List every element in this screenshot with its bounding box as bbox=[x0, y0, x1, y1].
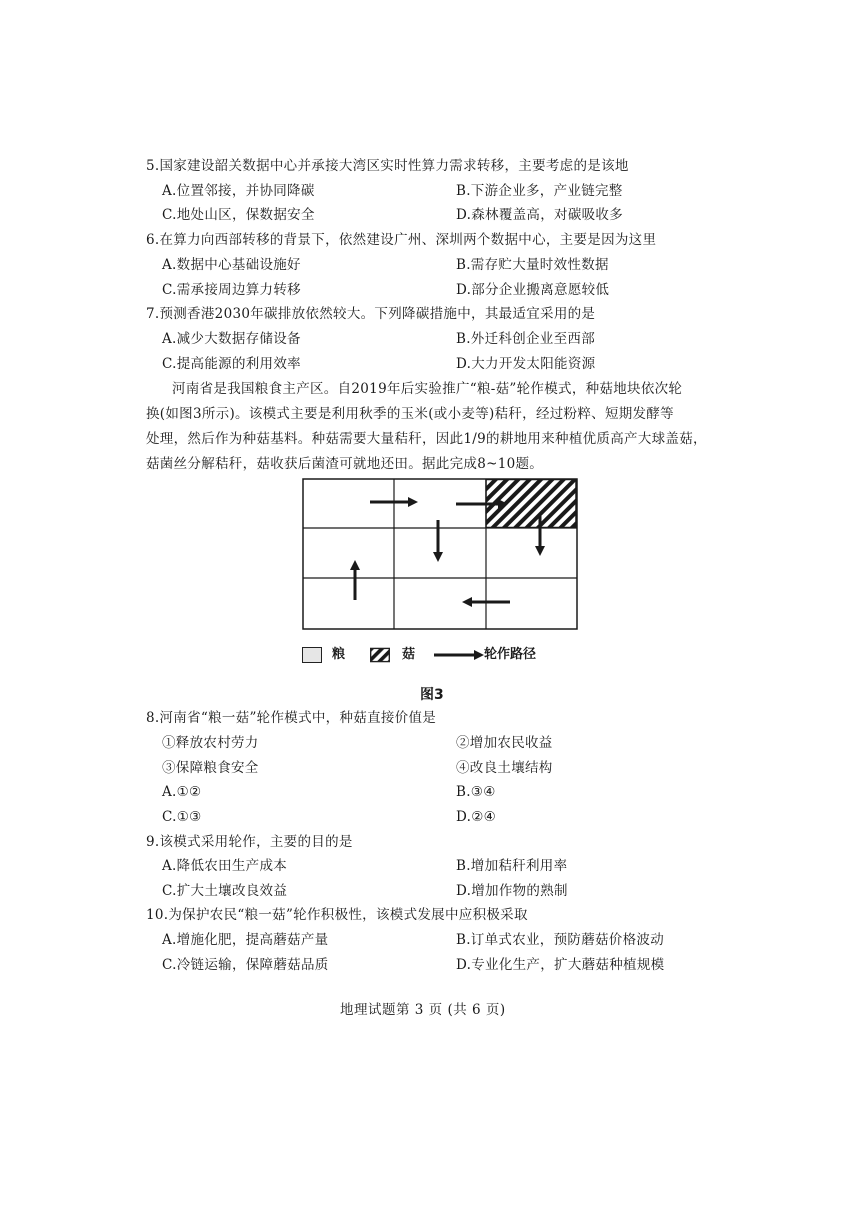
q7-option-a: A.减少大数据存储设备 bbox=[162, 331, 301, 347]
q9-stem: 9.该模式采用轮作，主要的目的是 bbox=[146, 834, 353, 850]
q10-option-b: B.订单式农业，预防蘑菇价格波动 bbox=[456, 932, 665, 948]
passage-line-1: 河南省是我国粮食主产区。自2019年后实验推广“粮-菇”轮作模式，种菇地块依次轮 bbox=[172, 381, 683, 397]
q6-option-c: C.需承接周边算力转移 bbox=[162, 282, 301, 298]
q5-option-b: B.下游企业多，产业链完整 bbox=[456, 183, 623, 199]
q8-option-c: C.①③ bbox=[162, 809, 202, 825]
q9-option-a: A.降低农田生产成本 bbox=[162, 858, 288, 874]
page-footer: 地理试题第 3 页 (共 6 页) bbox=[340, 1002, 506, 1018]
q8-statement-1: ①释放农村劳力 bbox=[162, 735, 259, 751]
passage-line-2: 换(如图3所示)。该模式主要是利用秋季的玉米(或小麦等)秸秆，经过粉粹、短期发酵等 bbox=[146, 406, 674, 422]
passage-line-4: 菇菌丝分解秸秆，菇收获后菌渣可就地还田。据此完成8~10题。 bbox=[146, 456, 544, 472]
q8-statement-3: ③保障粮食安全 bbox=[162, 760, 259, 776]
legend-arrow-icon bbox=[434, 649, 484, 661]
q7-stem: 7.预测香港2030年碳排放依然较大。下列降碳措施中，其最适宜采用的是 bbox=[146, 306, 596, 322]
legend-mushroom-swatch bbox=[370, 647, 390, 663]
q6-option-d: D.部分企业搬离意愿较低 bbox=[456, 282, 610, 298]
q7-option-c: C.提高能源的利用效率 bbox=[162, 356, 301, 372]
legend-grain-label: 粮 bbox=[332, 647, 346, 662]
q8-statement-4: ④改良土壤结构 bbox=[456, 760, 553, 776]
q7-option-b: B.外迁科创企业至西部 bbox=[456, 331, 596, 347]
q5-option-c: C.地处山区，保数据安全 bbox=[162, 207, 315, 223]
q6-option-a: A.数据中心基础设施好 bbox=[162, 257, 301, 273]
legend-path-label: 轮作路径 bbox=[484, 647, 537, 662]
q10-option-c: C.冷链运输，保障蘑菇品质 bbox=[162, 957, 329, 973]
q6-option-b: B.需存贮大量时效性数据 bbox=[456, 257, 609, 273]
q8-option-d: D.②④ bbox=[456, 809, 497, 825]
legend-grain-swatch bbox=[302, 647, 322, 663]
q7-option-d: D.大力开发太阳能资源 bbox=[456, 356, 596, 372]
q9-option-b: B.增加秸秆利用率 bbox=[456, 858, 568, 874]
q10-option-a: A.增施化肥，提高蘑菇产量 bbox=[162, 932, 329, 948]
legend-mushroom-label: 菇 bbox=[402, 647, 416, 662]
q5-option-d: D.森林覆盖高，对碳吸收多 bbox=[456, 207, 624, 223]
passage-line-3: 处理，然后作为种菇基料。种菇需要大量秸秆，因此1/9的耕地用来种植优质高产大球盖菇， bbox=[146, 431, 707, 447]
q10-option-d: D.专业化生产，扩大蘑菇种植规模 bbox=[456, 957, 665, 973]
figure-caption: 图3 bbox=[420, 687, 444, 703]
q8-option-a: A.①② bbox=[162, 784, 202, 800]
q9-option-c: C.扩大土壤改良效益 bbox=[162, 883, 288, 899]
q5-option-a: A.位置邻接，并协同降碳 bbox=[162, 183, 315, 199]
q8-stem: 8.河南省“粮一菇”轮作模式中，种菇直接价值是 bbox=[146, 710, 437, 726]
q8-statement-2: ②增加农民收益 bbox=[456, 735, 553, 751]
q9-option-d: D.增加作物的熟制 bbox=[456, 883, 568, 899]
q6-stem: 6.在算力向西部转移的背景下，依然建设广州、深圳两个数据中心，主要是因为这里 bbox=[146, 232, 657, 248]
q8-option-b: B.③④ bbox=[456, 784, 496, 800]
q10-stem: 10.为保护农民“粮一菇”轮作积极性，该模式发展中应积极采取 bbox=[146, 907, 528, 923]
q5-stem: 5.国家建设韶关数据中心并承接大湾区实时性算力需求转移，主要考虑的是该地 bbox=[146, 158, 629, 174]
rotation-grid-figure bbox=[302, 478, 578, 630]
